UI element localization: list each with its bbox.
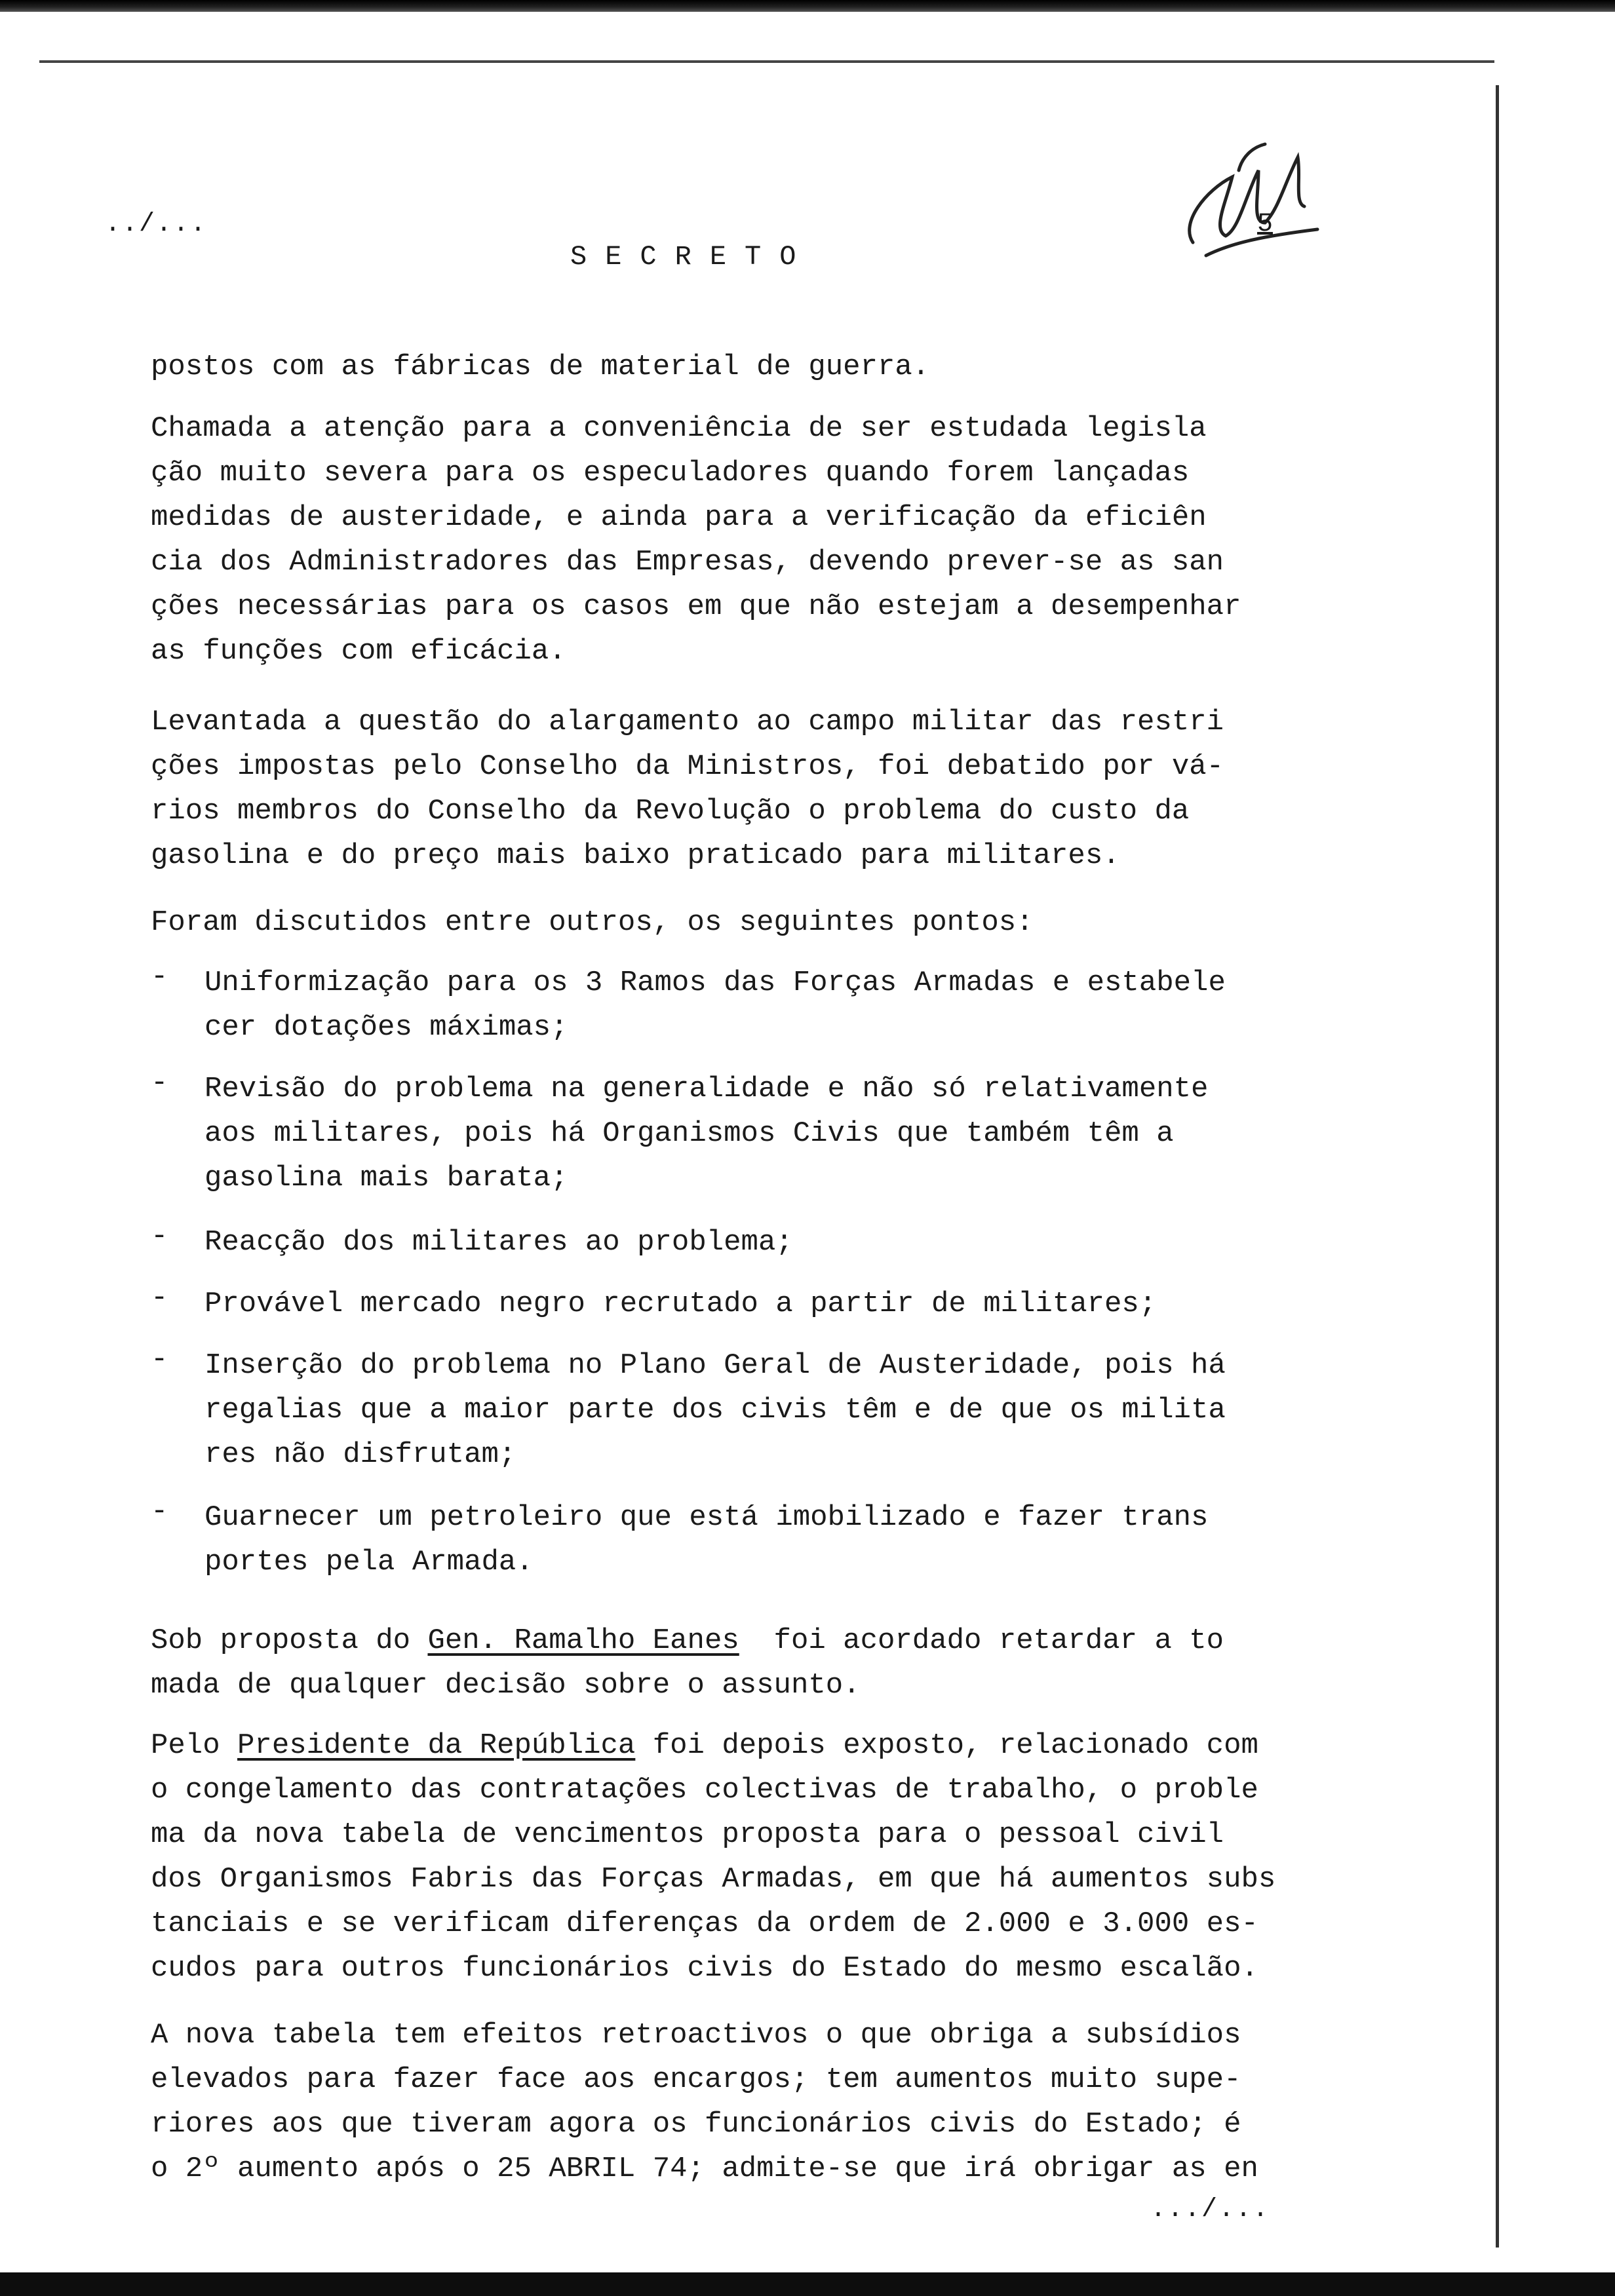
bullet-dash: -	[151, 1495, 168, 1528]
paragraph-5-lead: Sob proposta do	[151, 1624, 428, 1657]
bullet-item-5: Inserção do problema no Plano Geral de Austeridade, pois há regalias que a maior parte dos civis têm e de que os milita res não disfrutam;	[204, 1349, 1226, 1471]
paragraph-7: A nova tabela tem efeitos retroactivos o que obriga a subsídios elevados para fazer face aos encargos; tem aumentos muito supe- riores aos que tiveram agora os funcionários civis do Estado; é o 2º aumento após o 25 ABRIL 74; admite-se que irá obrigar as en	[151, 2019, 1258, 2185]
paragraph-1: postos com as fábricas de material de guerra.	[151, 351, 930, 383]
paragraph-3: Levantada a questão do alargamento ao campo militar das restri ções impostas pelo Conselho da Ministros, foi debatido por vá- rios membros do Conselho da Revolução o problema do custo da gasolina e do preço mais baixo praticado para militares.	[151, 706, 1224, 872]
person-name-underlined: Gen. Ramalho Eanes	[427, 1624, 739, 1657]
paragraph-5	[151, 1618, 1317, 1708]
bullet-dash: -	[151, 1282, 168, 1314]
bullet-dash: -	[151, 1067, 168, 1100]
page-number: 5	[1257, 210, 1274, 239]
bullet-item-1: Uniformização para os 3 Ramos das Forças Armadas e estabele cer dotações máximas;	[204, 966, 1226, 1044]
bullet-item-4: Provável mercado negro recrutado a partir de militares;	[204, 1288, 1157, 1320]
paragraph-4: Foram discutidos entre outros, os seguintes pontos:	[151, 906, 1034, 939]
title-underlined: Presidente da República	[237, 1729, 636, 1762]
classification-header: SECRETO	[570, 241, 815, 273]
bullet-dash: -	[151, 1220, 168, 1253]
handwritten-initials-icon	[1167, 131, 1337, 275]
scan-right-edge	[1496, 85, 1499, 2248]
scan-bottom-edge	[0, 2272, 1615, 2296]
bullet-item-2: Revisão do problema na generalidade e não só relativamente aos militares, pois há Organismos Civis que também têm a gasolina mais barata;	[204, 1073, 1209, 1195]
paragraph-6-rest: foi depois exposto, relacionado com o congelamento das contratações colectivas de trabalho, o proble ma da nova tabela de vencimentos proposta para o pessoal civil dos Organismos Fabris das Forças Armadas, em que há aumentos subs tanciais e se verificam diferenças da ordem de 2.000 e 3.000 es- cudos para outros funcionários civis do Estado do mesmo escalão.	[151, 1729, 1276, 1985]
bullet-dash: -	[151, 961, 168, 993]
paragraph-6	[151, 1723, 1317, 1991]
bullet-item-3: Reacção dos militares ao problema;	[204, 1226, 793, 1259]
continuation-ref-top: ../...	[105, 210, 208, 239]
paragraph-5-rest: foi acordado retardar a to mada de qualquer decisão sobre o assunto.	[151, 1624, 1224, 1702]
paragraph-2: Chamada a atenção para a conveniência de ser estudada legisla ção muito severa para os especuladores quando forem lançadas medidas de austeridade, e ainda para a verificação da eficiên cia dos Administradores das Empresas, devendo prever-se as san ções necessárias para os casos em que não estejam a desempenhar as funções com eficácia.	[151, 412, 1241, 668]
paragraph-6-lead: Pelo	[151, 1729, 238, 1762]
scan-top-edge	[0, 0, 1615, 12]
bullet-item-6: Guarnecer um petroleiro que está imobilizado e fazer trans portes pela Armada.	[204, 1501, 1209, 1578]
scan-fold-line	[39, 60, 1494, 63]
bullet-dash: -	[151, 1343, 168, 1376]
continuation-ref-bottom: .../...	[1150, 2195, 1270, 2225]
